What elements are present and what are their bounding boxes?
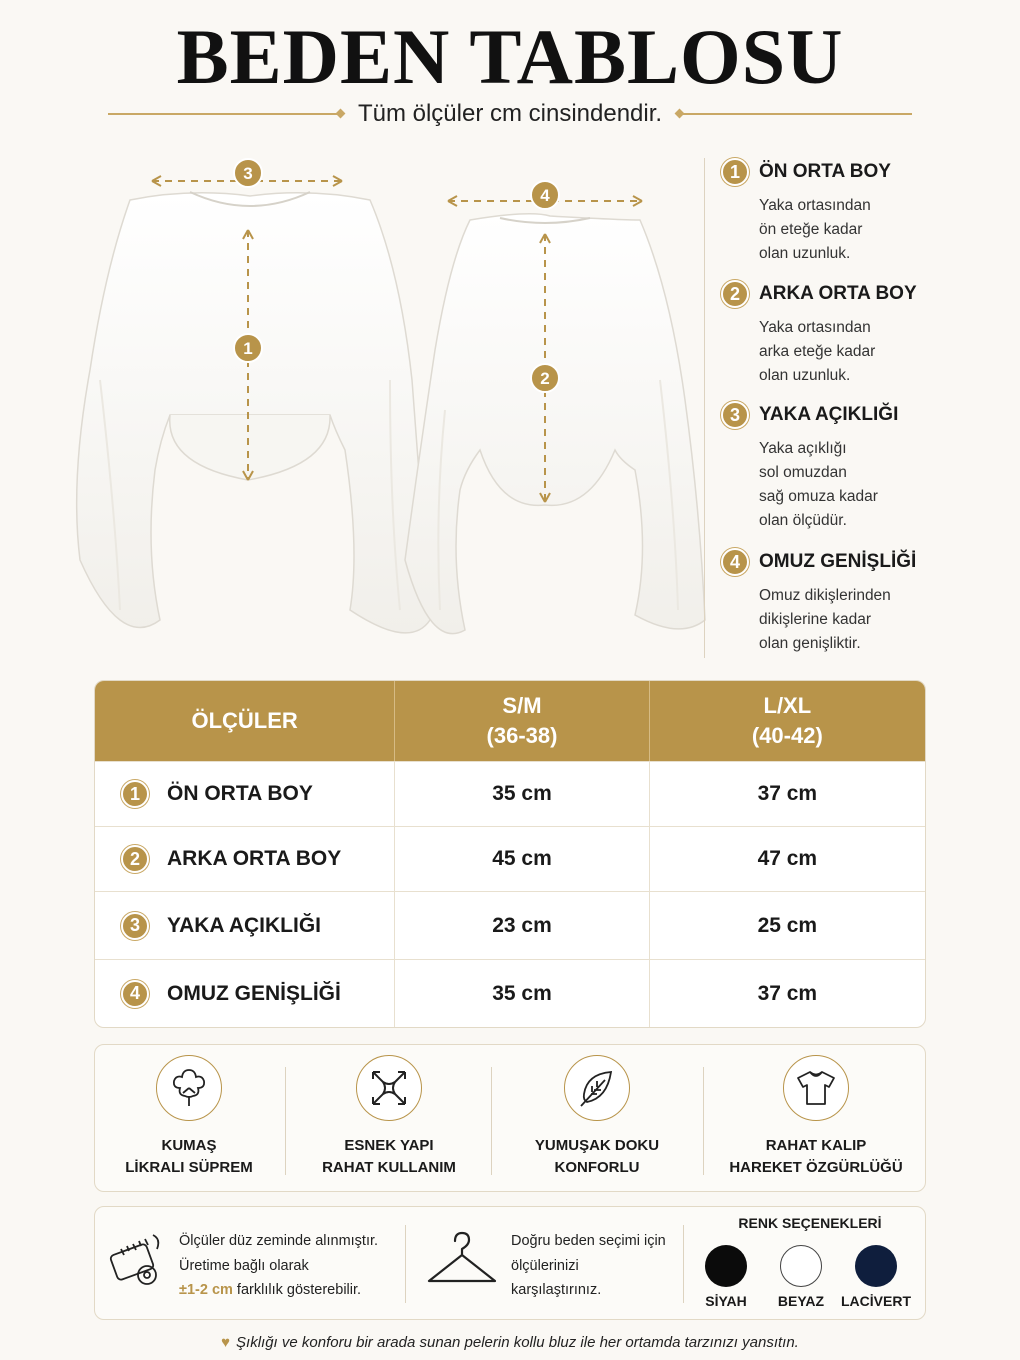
legend-desc-3 xyxy=(759,437,898,533)
legend-desc-2 xyxy=(759,316,917,388)
legend-title-4: OMUZ GENİŞLİĞİ xyxy=(759,551,917,572)
row-value-sm: 23 cm xyxy=(394,892,648,959)
front-garment xyxy=(77,192,430,633)
marker-badge-2-label: 2 xyxy=(540,369,550,388)
hanger-note xyxy=(511,1229,691,1303)
back-garment xyxy=(405,214,705,634)
feature-title: KUMAŞ xyxy=(161,1137,217,1154)
note-line: ölçülerinizi xyxy=(511,1257,579,1274)
marker-badge-2 xyxy=(531,364,559,392)
size-table-header xyxy=(95,681,925,761)
row-value-lxl: 47 cm xyxy=(649,827,925,891)
divider-left xyxy=(108,113,344,115)
feature-title: YUMUŞAK DOKU xyxy=(534,1137,660,1154)
legend-title-3: YAKA AÇIKLIĞI xyxy=(759,404,899,425)
color-swatch-black[interactable] xyxy=(705,1245,747,1287)
marker-badge-3 xyxy=(234,159,262,187)
row-label: OMUZ GENİŞLİĞİ xyxy=(167,981,341,1005)
cotton-icon xyxy=(156,1055,222,1121)
legend-item-4 xyxy=(721,548,916,656)
stretch-arrows-icon xyxy=(356,1055,422,1121)
header-size-lxl-range: (40-42) xyxy=(751,723,823,748)
notes-divider xyxy=(683,1225,684,1303)
page-title: BEDEN TABLOSU xyxy=(176,13,844,100)
legend-item-3 xyxy=(721,401,898,533)
feature-divider xyxy=(491,1067,492,1175)
size-table xyxy=(94,680,926,1028)
header-size-lxl xyxy=(649,681,925,761)
legend-title-1: ÖN ORTA BOY xyxy=(759,161,891,182)
divider-right xyxy=(676,113,912,115)
marker-badge-4-label: 4 xyxy=(540,186,550,205)
subtitle: Tüm ölçüler cm cinsindendir. xyxy=(357,100,663,127)
row-badge: 4 xyxy=(121,980,149,1008)
header-size-sm-range: (36-38) xyxy=(486,723,558,748)
tolerance-suffix: farklılık gösterebilir. xyxy=(232,1282,362,1298)
tolerance-line xyxy=(179,1278,409,1303)
legend-desc-line: Omuz dikişlerinden xyxy=(759,587,891,604)
header-size-sm-name: S/M xyxy=(502,693,542,718)
legend-badge-1: 1 xyxy=(721,158,749,186)
header-measures-label: ÖLÇÜLER xyxy=(191,708,298,733)
measurement-legend xyxy=(704,158,1004,658)
legend-desc-line: olan genişliktir. xyxy=(759,635,861,652)
note-line: Ölçüler düz zeminde alınmıştır. xyxy=(179,1233,379,1249)
features-panel xyxy=(94,1044,926,1192)
feature-divider xyxy=(703,1067,704,1175)
row-value-sm: 35 cm xyxy=(394,960,648,1027)
row-label-cell xyxy=(95,827,394,891)
legend-badge-2: 2 xyxy=(721,280,749,308)
color-options-title: RENK SEÇENEKLERİ xyxy=(738,1215,882,1231)
color-swatch-white[interactable] xyxy=(780,1245,822,1287)
header-size-sm xyxy=(394,681,648,761)
marker-badge-1 xyxy=(234,334,262,362)
row-value-lxl: 25 cm xyxy=(649,892,925,959)
note-line: karşılaştırınız. xyxy=(511,1282,602,1298)
row-badge: 1 xyxy=(121,780,149,808)
hanger-icon xyxy=(425,1229,499,1296)
row-badge: 3 xyxy=(121,912,149,940)
row-label: ÖN ORTA BOY xyxy=(167,782,313,805)
marker-badge-4 xyxy=(531,181,559,209)
feature-subtitle: RAHAT KULLANIM xyxy=(322,1159,456,1176)
notes-panel xyxy=(94,1206,926,1320)
measurement-note xyxy=(179,1229,409,1303)
tolerance-value: ±1-2 cm xyxy=(179,1282,233,1298)
legend-desc-line: olan uzunluk. xyxy=(759,245,851,262)
legend-desc-line: arka eteğe kadar xyxy=(759,343,876,360)
footer-tagline xyxy=(0,1334,1020,1351)
heart-icon: ♥ xyxy=(221,1334,231,1351)
legend-desc-1 xyxy=(759,194,891,266)
subtitle-row xyxy=(108,96,912,132)
measuring-tape-icon xyxy=(109,1229,165,1294)
feature-stretch xyxy=(287,1045,491,1193)
row-label-cell xyxy=(95,892,394,959)
legend-desc-line: sol omuzdan xyxy=(759,464,847,481)
feature-subtitle: LİKRALI SÜPREM xyxy=(125,1159,253,1176)
row-label-cell xyxy=(95,960,394,1027)
feature-divider xyxy=(285,1067,286,1175)
feature-title: RAHAT KALIP xyxy=(765,1137,867,1154)
row-label: ARKA ORTA BOY xyxy=(167,847,342,870)
table-row xyxy=(95,959,925,1027)
legend-desc-line: dikişlerine kadar xyxy=(759,611,871,628)
legend-badge-4: 4 xyxy=(721,548,749,576)
legend-desc-line: sağ omuza kadar xyxy=(759,488,878,505)
header-measures xyxy=(95,681,394,761)
color-label-white: BEYAZ xyxy=(777,1293,825,1309)
row-value-sm: 35 cm xyxy=(394,762,648,826)
marker-badge-3-label: 3 xyxy=(243,164,253,183)
feature-fabric xyxy=(95,1045,283,1193)
feature-title: ESNEK YAPI xyxy=(344,1137,434,1154)
color-swatch-navy[interactable] xyxy=(855,1245,897,1287)
color-label-black: SİYAH xyxy=(705,1293,747,1309)
legend-desc-line: olan uzunluk. xyxy=(759,367,851,384)
notes-divider xyxy=(405,1225,406,1303)
legend-desc-line: Yaka açıklığı xyxy=(759,440,847,457)
note-line: Üretime bağlı olarak xyxy=(179,1257,309,1274)
footer-text: Şıklığı ve konforu bir arada sunan pelerin kollu bluz ile her ortamda tarzınızı yansıtın. xyxy=(236,1334,799,1351)
feature-fit xyxy=(705,1045,927,1193)
row-badge: 2 xyxy=(121,845,149,873)
legend-item-1 xyxy=(721,158,891,266)
row-label-cell xyxy=(95,762,394,826)
tshirt-icon xyxy=(783,1055,849,1121)
header-size-lxl-name: L/XL xyxy=(763,693,812,718)
legend-desc-line: ön eteğe kadar xyxy=(759,221,863,238)
row-label: YAKA AÇIKLIĞI xyxy=(167,913,322,937)
row-value-lxl: 37 cm xyxy=(649,960,925,1027)
marker-badge-1-label: 1 xyxy=(243,339,253,358)
legend-title-2: ARKA ORTA BOY xyxy=(759,283,917,304)
legend-desc-4 xyxy=(759,584,916,656)
legend-desc-line: Yaka ortasından xyxy=(759,197,871,214)
leaf-icon xyxy=(564,1055,630,1121)
note-line: Doğru beden seçimi için xyxy=(511,1233,666,1249)
feature-subtitle: HAREKET ÖZGÜRLÜĞÜ xyxy=(729,1159,903,1176)
garment-illustration xyxy=(60,150,720,670)
color-label-navy: LACİVERT xyxy=(841,1293,911,1309)
row-value-sm: 45 cm xyxy=(394,827,648,891)
legend-desc-line: Yaka ortasından xyxy=(759,319,871,336)
table-row xyxy=(95,761,925,826)
legend-desc-line: olan ölçüdür. xyxy=(759,512,847,529)
table-row xyxy=(95,891,925,959)
table-row xyxy=(95,826,925,891)
legend-badge-3: 3 xyxy=(721,401,749,429)
row-value-lxl: 37 cm xyxy=(649,762,925,826)
feature-subtitle: KONFORLU xyxy=(554,1159,640,1176)
feature-softness xyxy=(493,1045,701,1193)
legend-item-2 xyxy=(721,280,917,388)
